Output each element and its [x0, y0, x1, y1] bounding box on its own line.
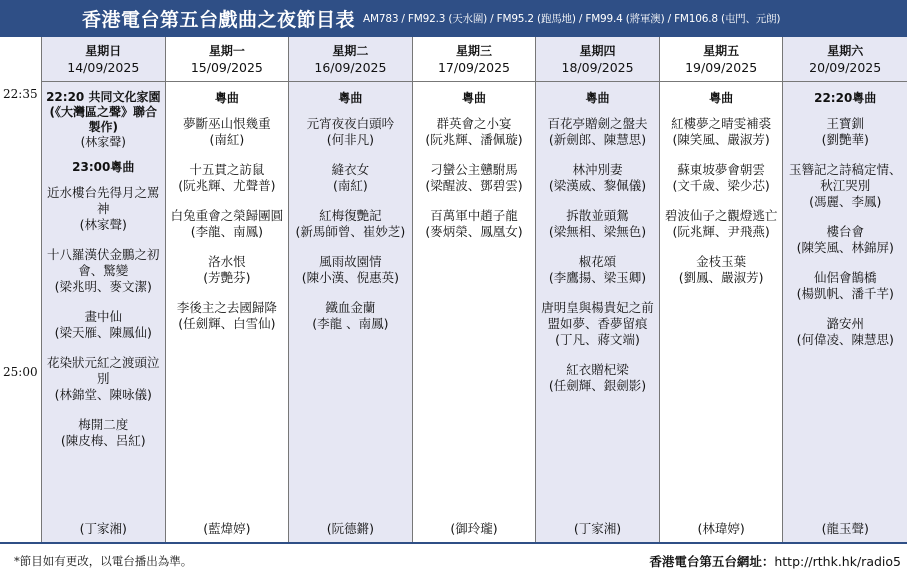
day-name: 星期四 [579, 43, 616, 58]
program-cast: (陳笑風、嚴淑芳) [672, 132, 770, 147]
program-item [178, 162, 275, 194]
program-item [425, 162, 522, 194]
program-title: 十八羅漢伏金鵬之初會、驚變 [47, 247, 160, 278]
program-item [665, 208, 778, 240]
program-title: 李後主之去國歸降 [176, 300, 277, 315]
program-cast: (阮兆輝、尹飛燕) [672, 224, 770, 239]
program-cast: (麥炳榮、鳳凰女) [425, 224, 523, 239]
program-cast: (楊凱帆、潘千芊) [796, 286, 894, 301]
program-title: 樓台會 [826, 224, 864, 239]
program-item [797, 224, 894, 256]
day-programs [413, 82, 536, 542]
day-programs [660, 82, 783, 542]
program-title: 金枝玉葉 [696, 254, 747, 269]
program-title: 碧波仙子之觀燈逃亡 [664, 208, 778, 223]
program-cast: (梁無相、梁無色) [548, 224, 647, 239]
website-info [649, 552, 901, 570]
program-cast: (李鷹揚、梁玉卿) [548, 270, 647, 285]
program-title: 白兔重會之榮歸團圓 [170, 208, 284, 223]
program-cast: (文千歲、梁少芯) [672, 178, 770, 193]
program-item [203, 254, 250, 286]
program-title: 林沖別妻 [572, 162, 623, 177]
program-title: 刁蠻公主戇駙馬 [430, 162, 518, 177]
program-title: 鐵血金蘭 [325, 300, 376, 315]
program-title: 紅梅復艷記 [319, 208, 382, 223]
program-item [549, 362, 646, 394]
program-item [171, 208, 284, 240]
day-programs [166, 82, 289, 542]
program-cast: (馮麗、李鳳) [809, 194, 882, 209]
host-name: (阮德鏘) [326, 521, 375, 536]
program-item [786, 162, 904, 210]
program-item [548, 116, 648, 148]
day-date: 20/09/2025 [809, 59, 882, 75]
program-cast: (梁天雁、陳鳳仙) [54, 325, 152, 340]
program-title: 唐明皇與楊貴妃之前盟如夢、香夢留痕 [541, 300, 654, 331]
day-date: 14/09/2025 [67, 59, 140, 75]
day-date: 17/09/2025 [437, 59, 511, 75]
program-title: 畫中仙 [84, 309, 123, 324]
day-header [289, 37, 412, 82]
schedule-header [0, 0, 907, 36]
program-cast: (陳笑風、林錦屏) [796, 240, 894, 255]
program-item [425, 116, 522, 148]
day-column-thursday [536, 37, 660, 542]
program-cast: (新馬師曾、崔妙芝) [295, 224, 406, 239]
day-header [42, 37, 165, 82]
program-item [296, 208, 406, 240]
program-cast: (阮兆輝、潘佩璇) [425, 132, 523, 147]
special-program-time: 22:20 共同文化家園 [46, 90, 161, 104]
program-cast: (陳小漢、倪惠英) [301, 270, 400, 285]
genre-label: 22:20粵曲 [814, 91, 877, 105]
program-title: 紅衣贈杞梁 [566, 362, 629, 377]
program-item [61, 417, 146, 449]
schedule-grid [0, 36, 907, 544]
program-item [45, 247, 162, 295]
program-title: 紅樓夢之晴雯補裘 [671, 116, 772, 131]
program-item [673, 162, 770, 194]
special-program [45, 90, 162, 150]
program-cast: (梁兆明、麥文潔) [54, 279, 152, 294]
program-title: 仙侶會鵲橋 [813, 270, 877, 285]
program-item [45, 355, 162, 403]
program-cast: (芳艷芬) [203, 270, 251, 285]
program-cast: (劉艷華) [821, 132, 869, 147]
program-title: 拆散並頭鴛 [566, 208, 629, 223]
day-programs [536, 82, 659, 542]
program-cast: (李龍、南鳳) [190, 224, 263, 239]
day-name: 星期五 [703, 43, 740, 58]
program-cast: (何非凡) [326, 132, 375, 147]
program-cast: (劉鳳、嚴淑芳) [678, 270, 764, 285]
program-item [45, 185, 162, 233]
day-column-friday [660, 37, 784, 542]
time-label-end: 25:00 [3, 365, 38, 379]
genre-label: 粵曲 [585, 91, 610, 105]
program-item [312, 300, 388, 332]
program-item [302, 254, 399, 286]
program-title: 百萬軍中趙子龍 [430, 208, 518, 223]
special-program-note: (《大灣區之聲》聯合製作) [49, 105, 158, 134]
program-cast: (南紅) [333, 178, 368, 193]
program-cast: (陳皮梅、呂紅) [60, 433, 146, 448]
program-item [55, 309, 152, 341]
day-date: 16/09/2025 [314, 59, 387, 75]
program-title: 夢斷巫山恨幾重 [183, 116, 271, 131]
program-cast: (何偉凌、陳慧思) [796, 332, 894, 347]
program-item [549, 162, 646, 194]
program-title: 百花亭贈劍之盤夫 [547, 116, 648, 131]
genre-label: 粵曲 [338, 91, 363, 105]
program-item [177, 300, 277, 332]
time-label-start: 22:35 [3, 87, 38, 101]
program-title: 洛水恨 [208, 254, 246, 269]
host-name: (林瑋婷) [697, 521, 745, 536]
program-item [425, 208, 522, 240]
disclaimer-note: *節目如有更改，以電台播出為準。 [14, 554, 193, 568]
program-item [822, 116, 869, 148]
program-item [671, 116, 771, 148]
day-column-sunday [42, 37, 166, 542]
program-cast: (林錦堂、陳咏儀) [54, 387, 152, 402]
host-name: (龍玉聲) [821, 521, 869, 536]
day-header [413, 37, 536, 82]
program-item [539, 300, 656, 348]
special-program-cast: (林家聲) [80, 135, 126, 149]
website-link[interactable]: http://rthk.hk/radio5 [774, 554, 901, 569]
program-title: 花染狀元紅之渡頭泣別 [47, 355, 160, 386]
day-name: 星期二 [332, 43, 369, 58]
day-date: 18/09/2025 [561, 59, 634, 75]
program-cast: (阮兆輝、尤聲普) [178, 178, 276, 193]
program-title: 風雨故園情 [319, 254, 382, 269]
program-title: 梅開二度 [78, 417, 129, 432]
program-cast: (李龍 、南鳳) [312, 316, 389, 331]
program-cast: (任劍輝、白雪仙) [178, 316, 276, 331]
day-header [660, 37, 783, 82]
day-name: 星期三 [455, 43, 492, 58]
day-column-wednesday [413, 37, 537, 542]
program-cast: (梁漢威、黎佩儀) [548, 178, 647, 193]
program-item [549, 254, 646, 286]
program-title: 玉簪記之詩稿定情、秋江哭別 [788, 162, 902, 193]
program-cast: (梁醒波、鄧碧雲) [425, 178, 523, 193]
host-name: (丁家湘) [79, 521, 127, 536]
website-label: 香港電台第五台網址： [649, 554, 775, 569]
program-item [797, 316, 894, 348]
day-date: 19/09/2025 [685, 59, 758, 75]
host-name: (藍煒婷) [203, 521, 251, 536]
program-item [797, 270, 894, 302]
genre-label: 粵曲 [709, 91, 734, 105]
program-title: 王寶釧 [826, 116, 864, 131]
host-name: (御玲瓏) [450, 521, 498, 536]
schedule-footer [0, 546, 907, 576]
program-cast: (林家聲) [79, 217, 127, 232]
day-column-tuesday [289, 37, 413, 542]
genre-label: 23:00粵曲 [72, 160, 135, 174]
day-name: 星期一 [208, 43, 245, 58]
day-header [166, 37, 289, 82]
program-item [183, 116, 271, 148]
program-title: 椒花頌 [578, 254, 617, 269]
genre-label: 粵曲 [461, 91, 486, 105]
program-cast: (丁凡、蔣文端) [555, 332, 640, 347]
program-title: 元宵夜夜白頭吟 [306, 116, 395, 131]
day-header [536, 37, 659, 82]
day-header [783, 37, 907, 82]
program-item [679, 254, 764, 286]
program-item [307, 116, 395, 148]
host-name: (丁家湘) [573, 521, 622, 536]
day-name: 星期六 [827, 43, 864, 58]
day-programs [783, 82, 907, 542]
program-cast: (任劍輝、銀劍影) [548, 378, 647, 393]
program-item [332, 162, 370, 194]
page-title: 香港電台第五台戲曲之夜節目表 [82, 8, 356, 31]
genre-label: 粵曲 [214, 91, 239, 105]
program-title: 群英會之小宴 [436, 116, 512, 131]
program-cast: (新劍郎、陳慧思) [548, 132, 647, 147]
day-programs [42, 82, 165, 542]
time-column [0, 37, 42, 542]
program-title: 近水樓台先得月之罵神 [47, 185, 160, 216]
program-cast: (南紅) [209, 132, 245, 147]
day-column-saturday [783, 37, 907, 542]
frequency-list: AM783 / FM92.3 (天水圍) / FM95.2 (跑馬地) / FM99.4 (將軍澳) / FM106.8 (屯門、元朗) [363, 12, 781, 25]
day-name: 星期日 [85, 43, 122, 58]
program-item [549, 208, 646, 240]
day-date: 15/09/2025 [190, 59, 263, 75]
day-column-monday [166, 37, 290, 542]
program-title: 潞安州 [826, 316, 864, 331]
program-title: 縫衣女 [331, 162, 370, 177]
program-title: 蘇東坡夢會朝雲 [677, 162, 765, 177]
day-programs [289, 82, 412, 542]
program-title: 十五貫之訪鼠 [189, 162, 265, 177]
